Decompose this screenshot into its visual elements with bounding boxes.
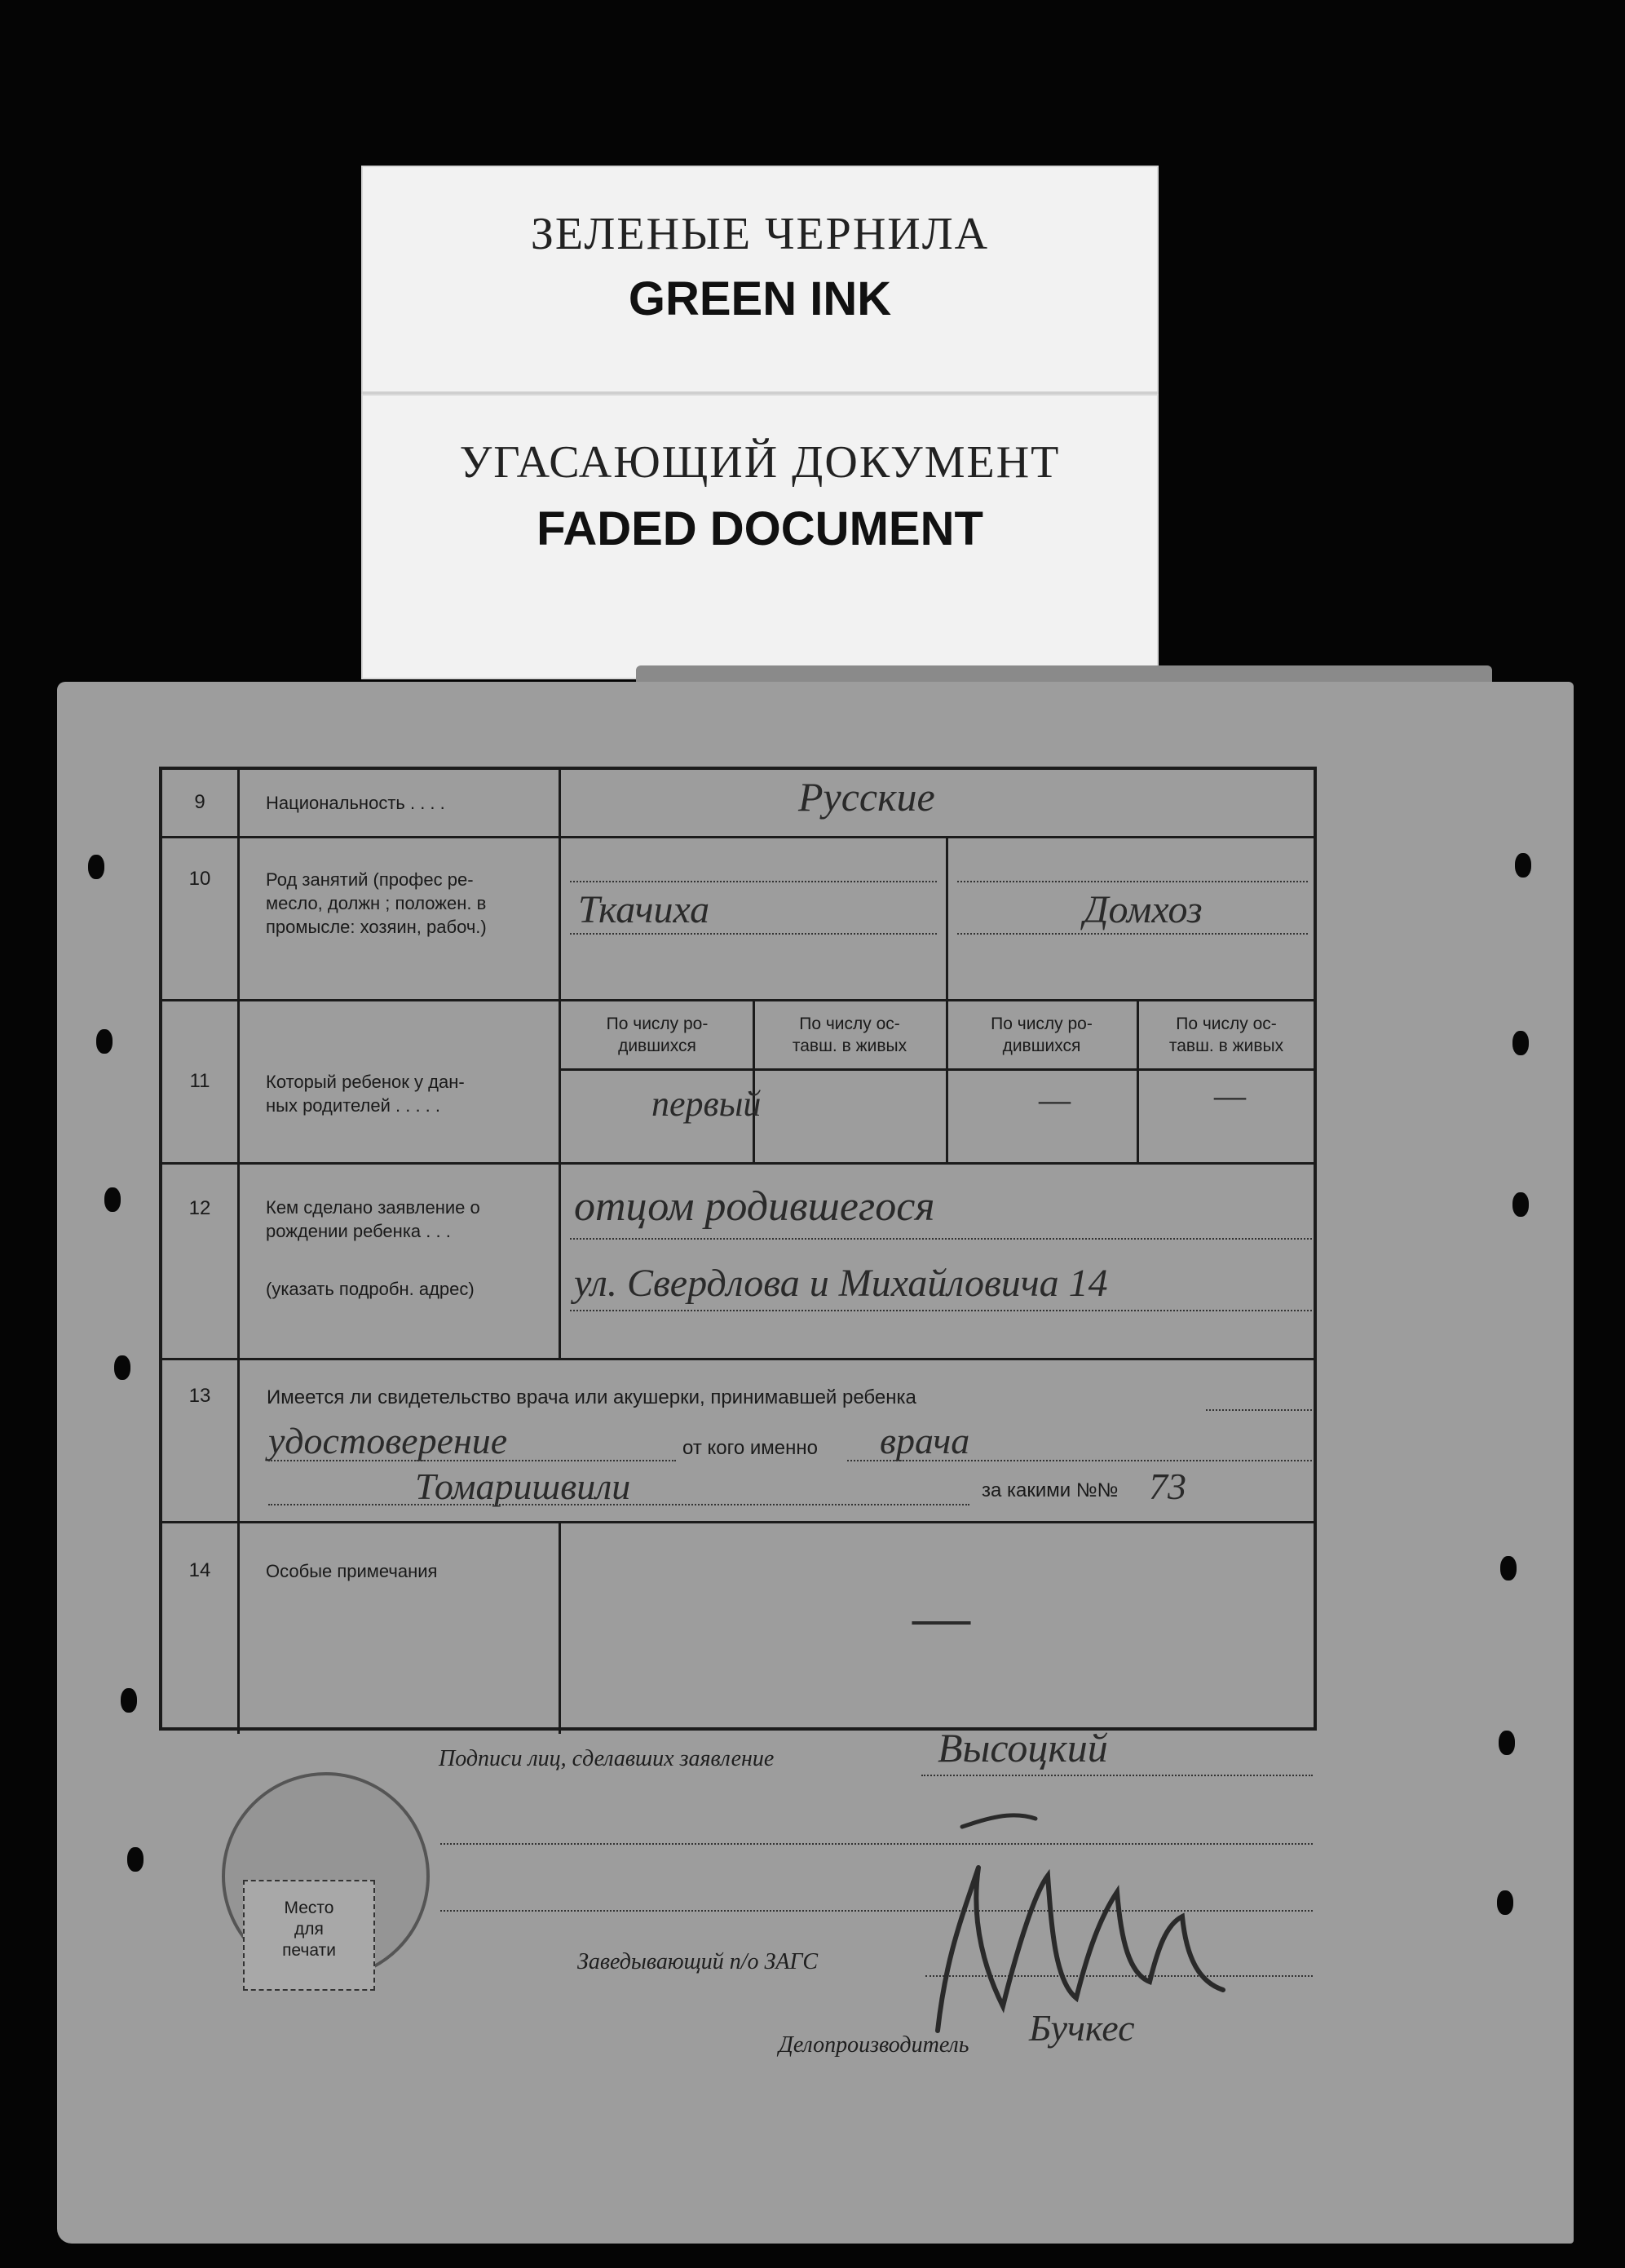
col-living-header-mother: По числу ос- тавш. в живых	[1168, 1015, 1284, 1055]
occupation-father: Ткачиха	[578, 888, 710, 931]
punch-hole	[88, 855, 104, 879]
applicants-signature-label: Подписи лиц, сделавших заявление	[439, 1746, 775, 1771]
punch-hole	[104, 1187, 121, 1212]
dotted-line	[570, 933, 937, 935]
row-occupation	[162, 838, 1314, 1001]
punch-hole	[121, 1688, 137, 1713]
numbers-value: 73	[1149, 1466, 1186, 1507]
applicant-address: ул. Свердлова и Михайловича 14	[574, 1262, 1108, 1305]
punch-hole	[1512, 1192, 1529, 1217]
punch-hole	[1515, 853, 1531, 878]
from-whom-value: врача	[880, 1420, 970, 1461]
nationality-value: Русские	[798, 774, 935, 820]
green-ink-label	[361, 166, 1159, 410]
punch-hole	[1497, 1890, 1513, 1915]
col-born-header-mother: По числу ро- дившихся	[991, 1015, 1093, 1055]
dotted-line	[570, 1238, 1312, 1240]
dotted-line	[921, 1775, 1313, 1776]
row-number: 14	[162, 1523, 240, 1734]
dotted-line	[268, 1460, 676, 1461]
punch-hole	[1499, 1731, 1515, 1755]
green-ink-label-ru: ЗЕЛЕНЫЕ ЧЕРНИЛА	[530, 209, 990, 259]
row-number: 13	[162, 1360, 240, 1521]
row-nationality	[162, 770, 1314, 838]
child-order-value-4: —	[1214, 1076, 1247, 1116]
occupation-mother: Домхоз	[1084, 888, 1203, 931]
punch-hole	[127, 1847, 144, 1872]
row-number: 10	[162, 838, 240, 999]
row-number: 11	[162, 1001, 240, 1162]
column-divider	[946, 838, 948, 999]
punch-hole	[96, 1029, 113, 1054]
zags-head-label: Заведывающий п/о ЗАГС	[577, 1949, 819, 1974]
registration-form	[159, 767, 1317, 1731]
row-remarks	[162, 1523, 1314, 1734]
row-medical-certificate	[162, 1360, 1314, 1523]
col-born-header-father: По числу ро- дившихся	[606, 1015, 709, 1055]
header-divider	[561, 1068, 1314, 1071]
dotted-line	[957, 933, 1308, 935]
row-number: 12	[162, 1165, 240, 1358]
faded-document-label-ru: УГАСАЮЩИЙ ДОКУМЕНТ	[459, 437, 1061, 488]
occupation-label: Род занятий (профес ре- месло, должн ; положен. в промысле: хозяин, рабоч.)	[240, 838, 561, 999]
punch-hole	[1512, 1031, 1529, 1055]
punch-hole	[114, 1355, 130, 1380]
from-whom-label: от кого именно	[682, 1437, 818, 1459]
remarks-value: —	[912, 1581, 971, 1653]
applicant-value: отцом родившегося	[574, 1183, 935, 1230]
child-order-value: первый	[651, 1084, 762, 1124]
nationality-label: Национальность . . . .	[240, 770, 561, 836]
clerk-signature: Бучкес	[1029, 2007, 1135, 2049]
doctor-name: Томаришвили	[415, 1466, 631, 1507]
remarks-label: Особые примечания	[240, 1523, 561, 1734]
row-applicant	[162, 1165, 1314, 1360]
punch-hole	[1500, 1556, 1517, 1581]
clerk-label: Делопроизводитель	[779, 2032, 969, 2058]
dotted-line	[570, 1310, 1312, 1311]
dotted-line	[1206, 1409, 1312, 1411]
faded-document-label-en: FADED DOCUMENT	[537, 502, 983, 555]
applicant-label: Кем сделано заявление о рождении ребенка . . . (указать подробн. адрес)	[240, 1165, 561, 1358]
child-order-label: Который ребенок у дан- ных родителей . . . . .	[240, 1001, 561, 1162]
certificate-answer: удостоверение	[268, 1420, 508, 1461]
row-number: 9	[162, 770, 240, 836]
seal-place-box: Место для печати	[243, 1880, 375, 1991]
row-child-order	[162, 1001, 1314, 1165]
dotted-line	[847, 1460, 1312, 1461]
faded-document-label	[361, 391, 1159, 679]
dotted-line	[570, 881, 937, 882]
certificate-question: Имеется ли свидетельство врача или акушерки, принимавшей ребенка	[267, 1386, 916, 1408]
numbers-label: за какими №№	[982, 1479, 1119, 1501]
dotted-line	[268, 1504, 969, 1505]
child-order-value-3: —	[1039, 1080, 1071, 1120]
col-living-header-father: По числу ос- тавш. в живых	[792, 1015, 907, 1055]
applicant-signature: Высоцкий	[938, 1725, 1108, 1771]
green-ink-label-en: GREEN INK	[628, 272, 892, 325]
dotted-line	[957, 881, 1308, 882]
